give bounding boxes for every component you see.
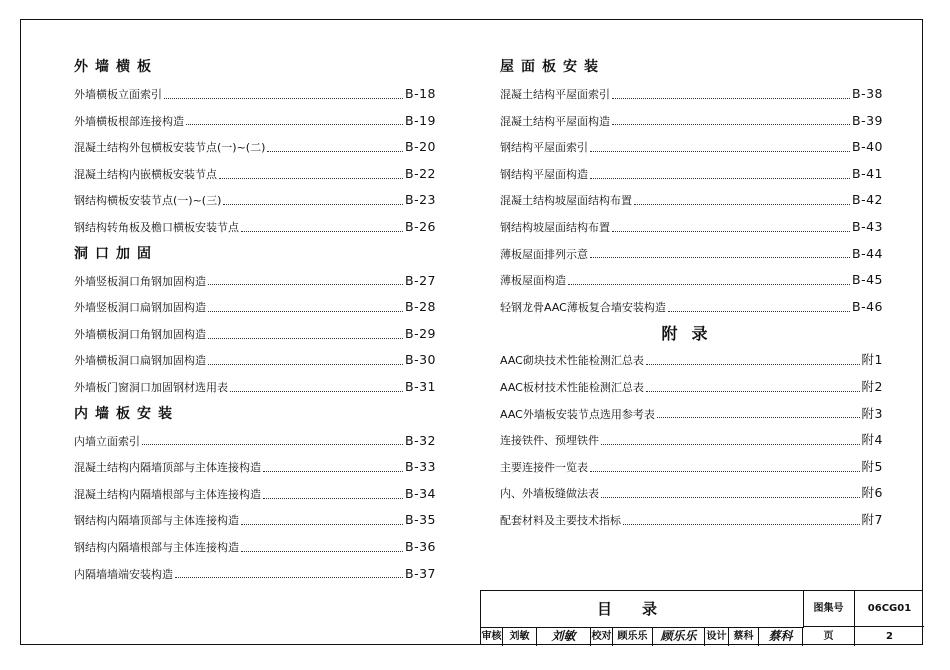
dot-leader: [568, 276, 850, 285]
dot-leader: [612, 90, 850, 99]
dot-leader: [208, 303, 403, 312]
toc-entry-page: B-30: [405, 352, 436, 368]
toc-entry-page: B-40: [852, 139, 883, 155]
toc-entry: [500, 267, 883, 294]
dot-leader: [623, 516, 860, 525]
dot-leader: [267, 143, 403, 152]
toc-entry: [500, 347, 883, 374]
atlas-number: 06CG01: [855, 591, 924, 627]
toc-entry-page: B-38: [852, 86, 883, 101]
toc-entry-page: B-42: [852, 192, 883, 208]
toc-entry-page: B-33: [405, 459, 436, 475]
section-heading: 附录: [661, 324, 722, 344]
toc-entry: [500, 241, 883, 268]
toc-entry: [500, 81, 883, 108]
dot-leader: [142, 436, 403, 445]
dot-leader: [208, 276, 403, 285]
section-heading: 内墙板安装: [74, 405, 179, 422]
toc-entry-page: B-19: [405, 112, 436, 128]
toc-entry-page: 附6: [861, 485, 883, 501]
toc-entry-page: B-32: [405, 432, 436, 448]
toc-entry-title: 内隔墙墙端安装构造: [74, 567, 173, 581]
toc-entry-page: 附4: [861, 432, 883, 448]
dot-leader: [590, 249, 850, 258]
toc-entry-title: 薄板屋面排列示意: [500, 247, 588, 261]
dot-leader: [668, 303, 850, 312]
toc-entry-title: AAC砌块技术性能检测汇总表: [500, 354, 644, 368]
toc-entry-title: AAC外墙板安装节点选用参考表: [500, 407, 655, 421]
toc-entry: [500, 134, 883, 161]
toc-entry-page: B-27: [405, 272, 436, 288]
toc-entry: [500, 108, 883, 135]
dot-leader: [241, 223, 403, 232]
toc-entry-page: B-35: [405, 512, 436, 528]
dot-leader: [208, 330, 403, 339]
toc-entry-title: 外墙板门窗洞口加固钢材选用表: [74, 380, 228, 394]
dot-leader: [186, 116, 403, 125]
section-heading: 外墙横板: [74, 59, 158, 75]
toc-entry-title: 混凝土结构内隔墙根部与主体连接构造: [74, 487, 261, 501]
toc-entry: [74, 294, 436, 321]
toc-entry-title: 混凝土结构内嵌横板安装节点: [74, 167, 217, 181]
dot-leader: [164, 90, 403, 99]
toc-entry-page: B-26: [405, 218, 436, 234]
toc-entry: [74, 161, 436, 188]
toc-entry-title: 混凝土结构平屋面索引: [500, 88, 610, 101]
dot-leader: [634, 196, 850, 205]
toc-entry-page: B-43: [852, 218, 883, 234]
dot-leader: [590, 463, 860, 472]
toc-entry: [74, 108, 436, 135]
toc-entry: [74, 561, 436, 588]
toc-entry-title: 钢结构内隔墙根部与主体连接构造: [74, 540, 239, 554]
title-block: [480, 590, 923, 645]
toc-entry-page: 附3: [861, 405, 883, 421]
toc-entry-page: B-41: [852, 165, 883, 181]
toc-entry-title: 混凝土结构坡屋面结构布置: [500, 194, 632, 208]
toc-entry: [500, 214, 883, 241]
dot-leader: [601, 436, 860, 445]
toc-entry-page: 附2: [861, 378, 883, 394]
toc-entry-title: 内墙立面索引: [74, 434, 140, 448]
review-label: 审核: [481, 627, 503, 646]
toc-entry-page: B-22: [405, 165, 436, 181]
toc-entry-title: 钢结构坡屋面结构布置: [500, 220, 610, 234]
dot-leader: [646, 356, 860, 365]
checker-signature: 顾乐乐: [653, 627, 705, 646]
toc-entry-title: 配套材料及主要技术指标: [500, 513, 621, 527]
atlas-number-label: 图集号: [803, 591, 855, 627]
toc-entry-page: B-46: [852, 298, 883, 314]
title-block-title: 目录: [481, 591, 804, 628]
dot-leader: [208, 356, 403, 365]
toc-left-column: [74, 54, 436, 587]
toc-entry: [74, 507, 436, 534]
toc-entry: [74, 481, 436, 508]
toc-entry-title: 外墙竖板洞口扁钢加固构造: [74, 301, 206, 315]
toc-entry: [500, 401, 883, 428]
design-label: 设计: [705, 627, 729, 646]
toc-entry: [500, 480, 883, 507]
toc-entry: [74, 134, 436, 161]
toc-right-column: [500, 54, 883, 534]
toc-entry-page: B-28: [405, 299, 436, 315]
toc-entry-title: 外墙横板洞口角钢加固构造: [74, 327, 206, 341]
page-number: 2: [886, 631, 893, 642]
toc-entry-title: 钢结构内隔墙顶部与主体连接构造: [74, 514, 239, 528]
toc-entry-title: 钢结构平屋面构造: [500, 167, 588, 181]
toc-entry-title: 外墙竖板洞口角钢加固构造: [74, 274, 206, 288]
toc-entry-page: 附5: [861, 458, 883, 474]
toc-entry-title: 外墙横板洞口扁钢加固构造: [74, 354, 206, 368]
toc-entry-page: B-37: [405, 565, 436, 581]
dot-leader: [263, 490, 403, 499]
toc-entry-title: 钢结构横板安装节点(一)~(三): [74, 194, 222, 208]
dot-leader: [241, 543, 403, 552]
toc-entry-page: B-20: [405, 139, 436, 155]
dot-leader: [657, 409, 860, 418]
toc-entry: [74, 268, 436, 295]
designer-signature: 蔡科: [759, 627, 803, 646]
dot-leader: [241, 516, 403, 525]
designer-name: 蔡科: [729, 627, 759, 646]
page-label: 页: [803, 627, 855, 646]
toc-entry-title: 连接铁件、预埋铁件: [500, 434, 599, 448]
toc-entry-title: 主要连接件一览表: [500, 460, 588, 474]
toc-entry-title: 混凝土结构外包横板安装节点(一)~(二): [74, 141, 266, 155]
toc-entry-page: B-39: [852, 112, 883, 128]
toc-entry: [74, 347, 436, 374]
toc-entry-title: 混凝土结构内隔墙顶部与主体连接构造: [74, 461, 261, 475]
dot-leader: [612, 223, 850, 232]
toc-entry-page: B-23: [405, 192, 436, 208]
toc-entry: [500, 294, 883, 321]
toc-entry-page: B-18: [405, 86, 436, 101]
toc-entry: [500, 427, 883, 454]
dot-leader: [263, 463, 403, 472]
toc-entry-page: B-34: [405, 485, 436, 501]
dot-leader: [223, 196, 403, 205]
toc-entry: [500, 161, 883, 188]
toc-entry: [74, 428, 436, 455]
toc-entry-title: 钢结构转角板及檐口横板安装节点: [74, 220, 239, 234]
toc-entry: [74, 81, 436, 108]
toc-entry: [74, 321, 436, 348]
toc-entry: [74, 534, 436, 561]
toc-entry-page: B-31: [405, 378, 436, 394]
dot-leader: [175, 569, 403, 578]
toc-entry-page: B-45: [852, 272, 883, 288]
toc-entry-title: 内、外墙板缝做法表: [500, 487, 599, 501]
toc-entry: [500, 454, 883, 481]
section-heading: 屋面板安装: [500, 59, 605, 75]
toc-entry: [74, 454, 436, 481]
toc-entry-title: 外墙横板根部连接构造: [74, 114, 184, 128]
check-label: 校对: [591, 627, 613, 646]
checker-name: 顾乐乐: [613, 627, 653, 646]
toc-entry: [74, 187, 436, 214]
toc-entry: [74, 374, 436, 401]
dot-leader: [590, 143, 850, 152]
dot-leader: [590, 170, 850, 179]
toc-entry-title: 轻钢龙骨AAC薄板复合墙安装构造: [500, 300, 666, 314]
dot-leader: [612, 116, 850, 125]
toc-entry-page: 附7: [861, 511, 883, 527]
toc-entry-page: B-44: [852, 245, 883, 261]
toc-entry-title: 外墙横板立面索引: [74, 88, 162, 101]
dot-leader: [601, 489, 860, 498]
toc-entry-page: 附1: [861, 352, 883, 368]
dot-leader: [230, 383, 403, 392]
toc-entry: [500, 374, 883, 401]
toc-entry-title: AAC板材技术性能检测汇总表: [500, 380, 644, 394]
toc-entry-title: 薄板屋面构造: [500, 274, 566, 288]
reviewer-signature: 刘敏: [537, 627, 591, 646]
toc-entry: [500, 507, 883, 534]
toc-entry: [500, 187, 883, 214]
reviewer-name: 刘敏: [503, 627, 537, 646]
dot-leader: [646, 383, 860, 392]
toc-entry-title: 钢结构平屋面索引: [500, 141, 588, 155]
toc-entry-page: B-29: [405, 325, 436, 341]
toc-entry-page: B-36: [405, 538, 436, 554]
toc-entry: [74, 214, 436, 241]
toc-entry-title: 混凝土结构平屋面构造: [500, 114, 610, 128]
section-heading: 洞口加固: [74, 245, 158, 262]
dot-leader: [219, 170, 403, 179]
